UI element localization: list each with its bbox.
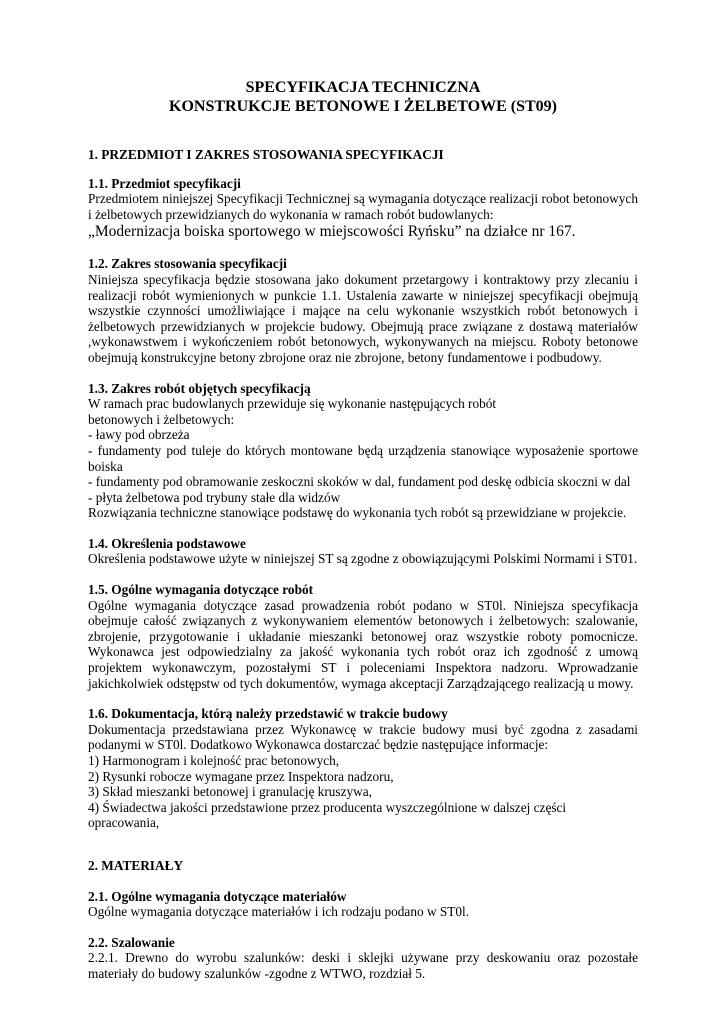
section-1-6-text: Dokumentacja przedstawiana przez Wykonawcę w trakcie budowy musi być zgodna z zasadami podanymi w ST0l. Dodatkowo Wykonawca dostarczać będzie następujące informacje: bbox=[88, 721, 638, 753]
list-item: 1) Harmonogram i kolejność prac betonowych, bbox=[88, 753, 340, 768]
list-item: 2) Rysunki robocze wymagane przez Inspektora nadzoru, bbox=[88, 768, 394, 784]
section-2-1-text: Ogólne wymagania dotyczące materiałów i ich rodzaju podano w ST0l. bbox=[88, 904, 470, 920]
section-1-1-text: Przedmiotem niniejszej Specyfikacji Technicznej są wymagania dotyczące realizacji robot betonowych i żelbetowych przewidzianych do wykonania w ramach robót budowlanych: bbox=[88, 191, 638, 222]
section-1-3-closing: Rozwiązania techniczne stanowiące podstawę do wykonania tych robót są przewidziane w projekcie. bbox=[88, 505, 627, 521]
project-name: „Modernizacja boiska sportowego w miejscowości Ryńsku” na działce nr 167. bbox=[88, 223, 576, 241]
list-item: - ławy pod obrzeża bbox=[88, 427, 190, 443]
section-1-6-heading: 1.6. Dokumentacja, którą należy przedstawić w trakcie budowy bbox=[88, 706, 448, 722]
section-1-4-heading: 1.4. Określenia podstawowe bbox=[88, 535, 246, 551]
title-line-2: KONSTRUKCJE BETONOWE I ŻELBETOWE (ST09) bbox=[169, 98, 557, 115]
section-2-heading: 2. MATERIAŁY bbox=[88, 857, 184, 873]
section-2-2-heading: 2.2. Szalowanie bbox=[88, 934, 175, 950]
section-2-2-text: 2.2.1. Drewno do wyrobu szalunków: deski i sklejki używane przy deskowaniu oraz pozostałe materiały do budowy szalunków -zgodne z WTWO, rozdział 5. bbox=[88, 950, 638, 981]
section-1-3-heading: 1.3. Zakres robót objętych specyfikacją bbox=[88, 380, 311, 396]
title-line-1: SPECYFIKACJA TECHNICZNA bbox=[245, 79, 481, 96]
section-1-2-text: Niniejsza specyfikacja będzie stosowana jako dokument przetargowy i kontraktowy przy zlecaniu i realizacji robót wymienionych w punkcie 1.1. Ustalenia zawarte w niniejszej specyfikacji obejmują wszystkie czynności umożliwiające i mające na celu wykonanie wszystkich robót betonowych i żelbetowych przewidzianych w projekcie budowy. Obejmują prace związane z dostawą materiałów ,wykonawstwem i wykończeniem robót betonowych, wykonywanych na miejscu. Roboty betonowe obejmują konstrukcyjne betony zbrojone oraz nie zbrojone, betony fundamentowe i podbudowy. bbox=[88, 271, 638, 365]
section-1-3-intro-1: W ramach prac budowlanych przewiduje się wykonanie następujących robót bbox=[88, 396, 497, 412]
section-1-1-heading: 1.1. Przedmiot specyfikacji bbox=[88, 175, 241, 191]
section-1-4-text: Określenia podstawowe użyte w niniejszej ST są zgodne z obowiązującymi Polskimi Normami i ST01. bbox=[88, 551, 638, 567]
list-item: - płyta żelbetowa pod trybuny stałe dla widzów bbox=[88, 489, 341, 505]
section-1-5-heading: 1.5. Ogólne wymagania dotyczące robót bbox=[88, 582, 314, 598]
list-item: 3) Skład mieszanki betonowej i granulację kruszywa, bbox=[88, 784, 372, 800]
document-title bbox=[88, 78, 638, 116]
section-2-1-heading: 2.1. Ogólne wymagania dotyczące materiałów bbox=[88, 888, 347, 904]
list-item: - fundamenty pod tuleje do których montowane będą urządzenia stanowiące wyposażenie sportowe boiska bbox=[88, 442, 638, 474]
section-1-2-heading: 1.2. Zakres stosowania specyfikacji bbox=[88, 256, 287, 272]
section-1-heading: 1. PRZEDMIOT I ZAKRES STOSOWANIA SPECYFIKACJI bbox=[88, 147, 444, 162]
section-1-3-intro-2: betonowych i żelbetowych: bbox=[88, 411, 235, 427]
section-1-5-text: Ogólne wymagania dotyczące zasad prowadzenia robót podano w ST0l. Niniejsza specyfikacja obejmuje całość związanych z wykonywaniem elementów betonowych i żelbetowych: szalowanie, zbrojenie, przygotowanie i układanie mieszanki betonowej oraz wszystkie roboty pomocnicze. Wykonawca jest odpowiedzialny za jakość wykonania tych robót oraz ich zgodność z umową projektem wykonawczym, pozostałymi ST i poleceniami Inspektora nadzoru. Wprowadzanie jakichkolwiek odstępstw od tych dokumentów, wymaga akceptacji Zarządzającego realizacją u mowy. bbox=[88, 597, 638, 691]
list-item: - fundamenty pod obramowanie zeskoczni skoków w dal, fundament pod deskę odbicia skoczni w dal bbox=[88, 474, 631, 490]
list-item: 4) Świadectwa jakości przedstawione przez producenta wyszczególnione w dalszej części opracowania, bbox=[88, 799, 567, 831]
